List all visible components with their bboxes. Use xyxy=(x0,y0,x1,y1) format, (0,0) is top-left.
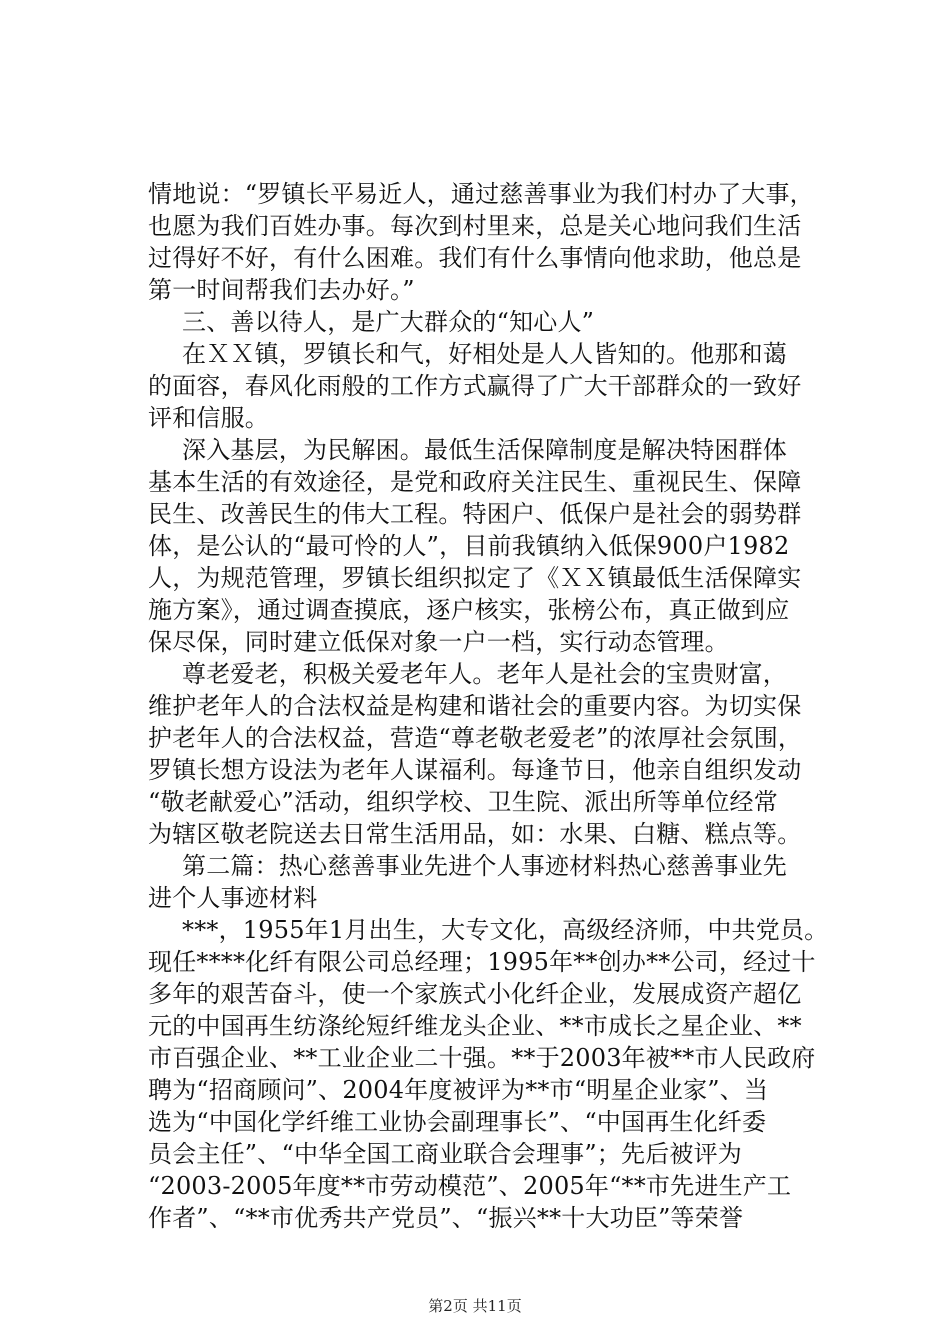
text-line: 员会主任”、“中华全国工商业联合会理事”；先后被评为 xyxy=(148,1140,743,1168)
section-heading: 第二篇：热心慈善事业先进个人事迹材料热心慈善事业先 xyxy=(182,852,787,880)
text-line: 市百强企业、**工业企业二十强。**于2003年被**市人民政府 xyxy=(148,1044,816,1072)
section-heading: 三、善以待人，是广大群众的“知心人” xyxy=(182,308,595,336)
text-line: 施方案》，通过调查摸底，逐户核实，张榜公布，真正做到应 xyxy=(148,596,790,624)
text-line: 多年的艰苦奋斗，使一个家族式小化纤企业，发展成资产超亿 xyxy=(148,980,802,1008)
text-line: 的面容，春风化雨般的工作方式赢得了广大干部群众的一致好 xyxy=(148,372,802,400)
text-line: 第一时间帮我们去办好。” xyxy=(148,276,415,304)
page-number: 第2页 共11页 xyxy=(428,1297,522,1315)
section-heading: 进个人事迹材料 xyxy=(148,884,318,912)
text-line: 评和信服。 xyxy=(148,404,269,432)
text-line: 现任****化纤有限公司总经理；1995年**创办**公司，经过十 xyxy=(148,948,816,976)
text-line: 也愿为我们百姓办事。每次到村里来，总是关心地问我们生活 xyxy=(148,212,802,240)
text-line: 罗镇长想方设法为老年人谋福利。每逢节日，他亲自组织发动 xyxy=(148,756,802,784)
text-line: 选为“中国化学纤维工业协会副理事长”、“中国再生化纤委 xyxy=(148,1108,767,1136)
text-line: 深入基层，为民解困。最低生活保障制度是解决特困群体 xyxy=(182,436,787,464)
text-line: 在ＸＸ镇，罗镇长和气，好相处是人人皆知的。他那和蔼 xyxy=(182,340,787,368)
text-line: 作者”、“**市优秀共产党员”、“振兴**十大功臣”等荣誉 xyxy=(148,1204,744,1232)
text-line: 过得好不好，有什么困难。我们有什么事情向他求助，他总是 xyxy=(148,244,802,272)
text-line: 为辖区敬老院送去日常生活用品，如：水果、白糖、糕点等。 xyxy=(148,820,802,848)
text-line: ***，1955年1月出生，大专文化，高级经济师，中共党员。 xyxy=(182,916,829,944)
text-line: “敬老献爱心”活动，组织学校、卫生院、派出所等单位经常 xyxy=(148,788,778,816)
text-line: 基本生活的有效途径，是党和政府关注民生、重视民生、保障 xyxy=(148,468,802,496)
text-line: 体，是公认的“最可怜的人”，目前我镇纳入低保900户1982 xyxy=(148,532,790,560)
text-line: 聘为“招商顾问”、2004年度被评为**市“明星企业家”、当 xyxy=(148,1076,769,1104)
text-line: 元的中国再生纺涤纶短纤维龙头企业、**市成长之星企业、** xyxy=(148,1012,802,1040)
text-line: 情地说：“罗镇长平易近人，通过慈善事业为我们村办了大事， xyxy=(148,180,814,208)
text-line: “2003-2005年度**市劳动模范”、2005年“**市先进生产工 xyxy=(148,1172,792,1200)
text-line: 维护老年人的合法权益是构建和谐社会的重要内容。为切实保 xyxy=(148,692,802,720)
text-line: 护老年人的合法权益，营造“尊老敬老爱老”的浓厚社会氛围， xyxy=(148,724,803,752)
document-body xyxy=(148,178,838,1234)
text-line: 保尽保，同时建立低保对象一户一档，实行动态管理。 xyxy=(148,628,729,656)
text-line: 人，为规范管理，罗镇长组织拟定了《ＸＸ镇最低生活保障实 xyxy=(148,564,802,592)
text-line: 民生、改善民生的伟大工程。特困户、低保户是社会的弱势群 xyxy=(148,500,802,528)
text-line: 尊老爱老，积极关爱老年人。老年人是社会的宝贵财富， xyxy=(182,660,787,688)
